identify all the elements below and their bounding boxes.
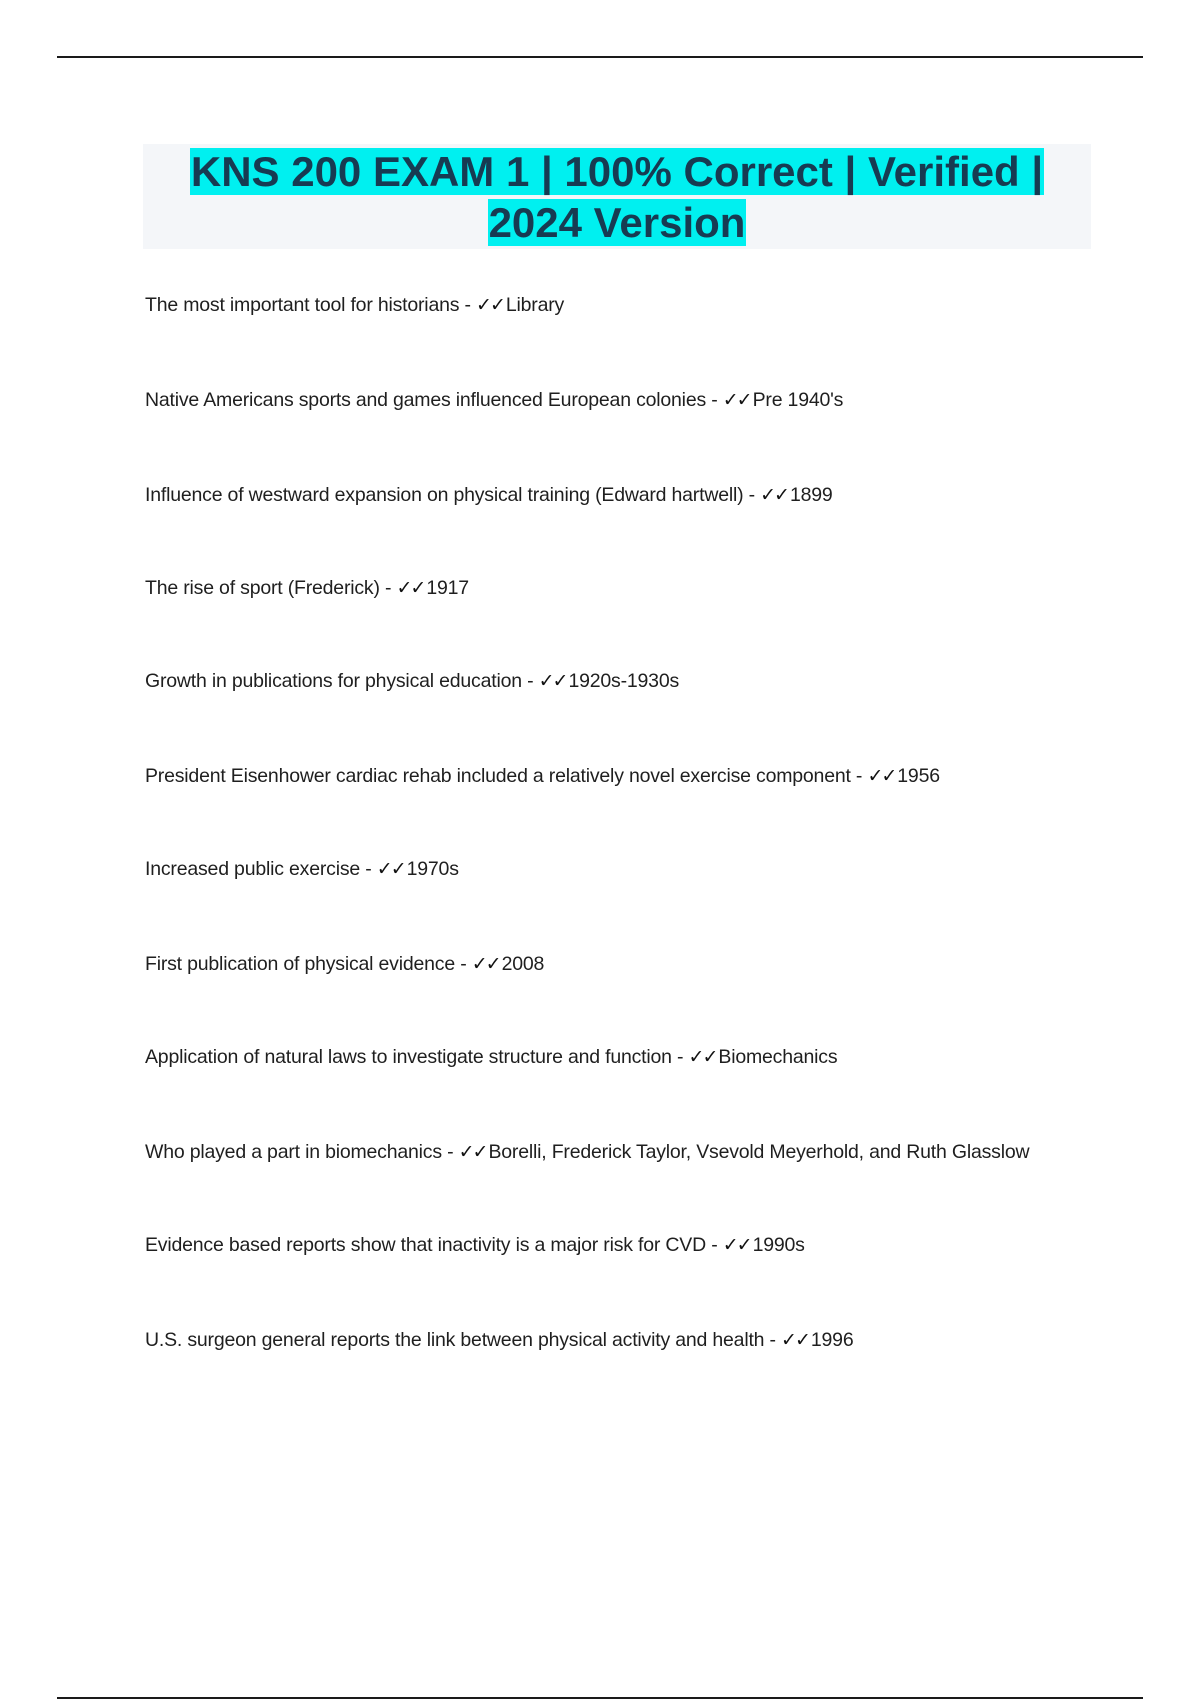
top-rule bbox=[57, 56, 1143, 58]
question-text: Native Americans sports and games influenced European colonies bbox=[145, 389, 707, 411]
title-line-2: 2024 Version bbox=[488, 199, 746, 246]
answer-text: 1920s-1930s bbox=[568, 670, 680, 692]
answer-text: Biomechanics bbox=[718, 1046, 838, 1068]
separator: - bbox=[454, 953, 472, 975]
qa-item bbox=[145, 575, 469, 601]
double-check-icon: ✓✓ bbox=[688, 1046, 717, 1068]
double-check-icon: ✓✓ bbox=[722, 1234, 751, 1256]
separator: - bbox=[360, 858, 377, 880]
document-title bbox=[143, 144, 1091, 248]
separator: - bbox=[850, 765, 868, 787]
separator: - bbox=[706, 389, 723, 411]
separator: - bbox=[521, 670, 539, 692]
double-check-icon: ✓✓ bbox=[722, 389, 751, 411]
answer-text: Pre 1940's bbox=[752, 389, 844, 411]
answer-text: 1996 bbox=[810, 1329, 854, 1351]
double-check-icon: ✓✓ bbox=[867, 765, 896, 787]
separator: - bbox=[764, 1329, 782, 1351]
double-check-icon: ✓✓ bbox=[376, 858, 405, 880]
question-text: Increased public exercise bbox=[145, 858, 361, 880]
double-check-icon: ✓✓ bbox=[538, 670, 567, 692]
answer-text: 2008 bbox=[501, 953, 545, 975]
separator: - bbox=[379, 577, 397, 599]
qa-item bbox=[145, 856, 459, 882]
answer-text: 1917 bbox=[426, 577, 469, 599]
separator: - bbox=[743, 484, 761, 506]
question-text: Influence of westward expansion on physical training (Edward hartwell) bbox=[145, 484, 744, 506]
qa-item bbox=[145, 668, 679, 694]
question-text: Evidence based reports show that inactivity is a major risk for CVD bbox=[145, 1234, 706, 1256]
qa-item bbox=[145, 387, 843, 413]
answer-text: 1956 bbox=[897, 765, 940, 787]
answer-text: 1990s bbox=[752, 1234, 805, 1256]
question-text: The rise of sport (Frederick) bbox=[145, 577, 380, 599]
qa-item bbox=[145, 1044, 837, 1070]
qa-item bbox=[145, 1327, 853, 1353]
question-text: Application of natural laws to investigate structure and function bbox=[145, 1046, 672, 1068]
title-box bbox=[143, 144, 1091, 249]
question-text: Who played a part in biomechanics bbox=[145, 1141, 442, 1163]
title-line-1: KNS 200 EXAM 1 | 100% Correct | Verified | bbox=[190, 148, 1044, 195]
separator: - bbox=[671, 1046, 689, 1068]
answer-text: 1970s bbox=[406, 858, 459, 880]
separator: - bbox=[706, 1234, 723, 1256]
double-check-icon: ✓✓ bbox=[471, 953, 500, 975]
bottom-rule bbox=[57, 1697, 1143, 1699]
question-text: Growth in publications for physical education bbox=[145, 670, 522, 692]
qa-item bbox=[145, 1139, 1029, 1165]
qa-item bbox=[145, 482, 833, 508]
answer-text: Borelli, Frederick Taylor, Vsevold Meyerhold, and Ruth Glasslow bbox=[488, 1141, 1030, 1163]
answer-text: Library bbox=[505, 294, 565, 316]
question-text: First publication of physical evidence bbox=[145, 953, 455, 975]
question-text: President Eisenhower cardiac rehab included a relatively novel exercise component bbox=[145, 765, 851, 787]
double-check-icon: ✓✓ bbox=[476, 294, 504, 316]
qa-item bbox=[145, 763, 940, 789]
separator: - bbox=[441, 1141, 459, 1163]
double-check-icon: ✓✓ bbox=[396, 577, 425, 599]
qa-item bbox=[145, 951, 544, 977]
question-text: The most important tool for historians bbox=[145, 294, 460, 316]
qa-item bbox=[145, 292, 564, 318]
separator: - bbox=[459, 294, 477, 316]
question-text: U.S. surgeon general reports the link between physical activity and health bbox=[145, 1329, 765, 1351]
qa-item bbox=[145, 1232, 805, 1258]
double-check-icon: ✓✓ bbox=[458, 1141, 487, 1163]
double-check-icon: ✓✓ bbox=[760, 484, 788, 506]
answer-text: 1899 bbox=[789, 484, 833, 506]
double-check-icon: ✓✓ bbox=[781, 1329, 809, 1351]
